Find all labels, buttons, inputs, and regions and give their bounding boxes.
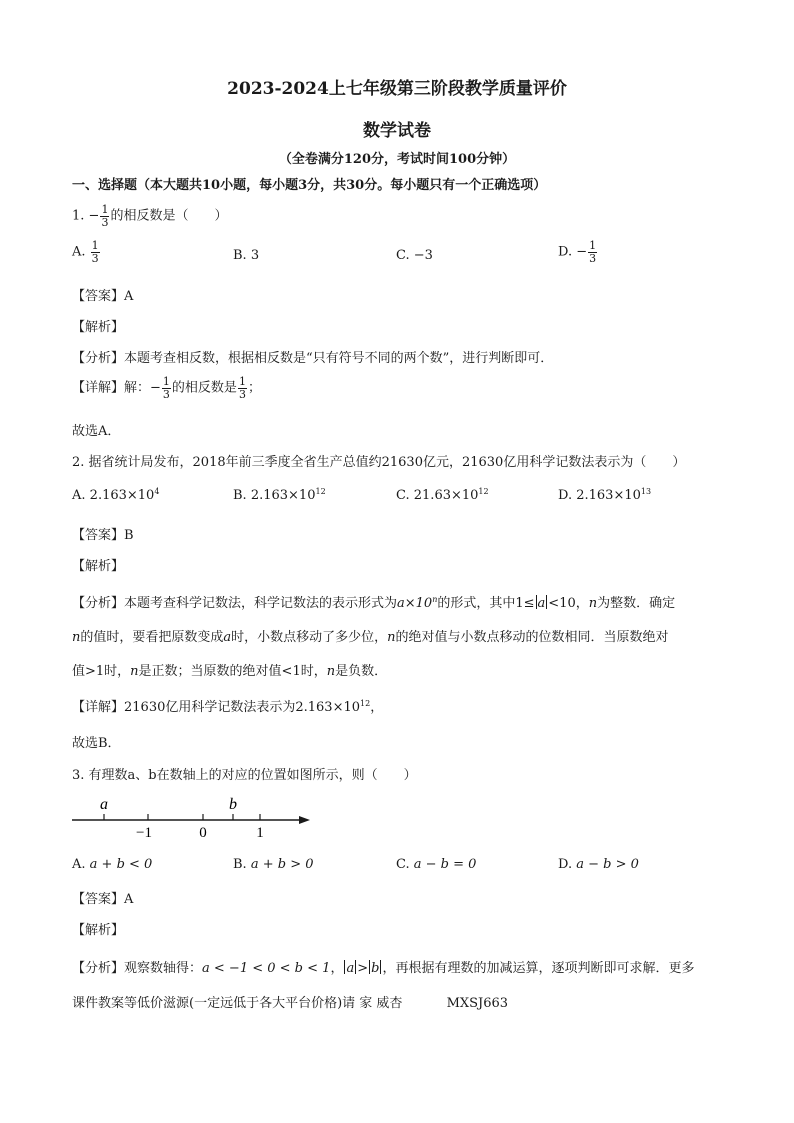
q2-option-d-value: 2.163×10	[576, 488, 641, 503]
q2-stem: 2. 据省统计局发布，2018年前三季度全省生产总值约21630亿元，21630亿用科学记数法表示为（ ）	[72, 455, 686, 470]
exam-title: 2023-2024上七年级第三阶段教学质量评价	[227, 79, 567, 99]
q1-detail-end: ；	[247, 380, 261, 396]
q3-an-ineq: a < −1 < 0 < b < 1	[202, 961, 331, 976]
q3-option-d-label: D.	[558, 857, 573, 872]
q2-option-a-exp: 4	[154, 487, 160, 496]
q2-detail-exp: 12	[360, 699, 371, 708]
q3-an-sep: ，	[330, 961, 344, 976]
q3-option-d	[558, 857, 639, 872]
q3-an-gt: >	[357, 961, 369, 976]
q2-an3-n: n	[130, 664, 139, 679]
q2-analysis-line-1	[72, 592, 675, 611]
q2-option-c	[396, 487, 489, 503]
q2-an1-var: a	[537, 596, 546, 611]
q3-jiexi: 【解析】	[72, 923, 125, 938]
q1-option-a-label: A.	[72, 244, 86, 260]
q2-option-d-exp: 13	[640, 487, 652, 496]
q3-option-c-value: a − b = 0	[413, 857, 477, 872]
q1-option-a-fraction	[91, 240, 100, 264]
abs-bar	[536, 595, 537, 609]
q2-an1-form: a×10	[397, 596, 433, 611]
q3-an-abs-b: b	[371, 961, 380, 976]
q1-option-a-den: 3	[91, 251, 99, 265]
q1-jiexi: 【解析】	[72, 320, 125, 335]
abs-bar	[369, 960, 370, 974]
q1-detail-den: 3	[162, 387, 170, 401]
q1-detail-neg: −	[150, 380, 161, 396]
q3-option-b-label: B.	[233, 857, 247, 872]
q3-option-d-value: a − b > 0	[576, 857, 639, 872]
q1-option-d-num: 1	[589, 239, 597, 252]
q1-detail-fraction	[162, 376, 171, 400]
q2-an2-b: 时，小数点移动了多少位，	[231, 630, 388, 645]
q2-option-b	[233, 487, 326, 503]
q1-detail-fraction-2	[238, 376, 247, 400]
q1-option-d-den: 3	[589, 251, 597, 265]
section-heading: 一、选择题（本大题共10小题，每小题3分，共30分。每小题只有一个正确选项）	[72, 178, 547, 193]
q3-option-b-value: a + b > 0	[250, 857, 314, 872]
q1-fraction	[100, 204, 109, 228]
q2-option-c-label: C.	[396, 488, 410, 503]
q2-option-a	[72, 487, 159, 503]
q3-option-b	[233, 857, 314, 872]
q2-an1-d: 为整数．确定	[597, 596, 676, 611]
q2-option-a-value: 2.163×10	[89, 488, 155, 503]
q1-option-b: B. 3	[233, 248, 260, 263]
q1-detail-num-2: 1	[238, 375, 246, 388]
q1-option-d	[558, 240, 598, 264]
q1-frac-num: 1	[101, 203, 109, 216]
q1-option-c-value: −3	[413, 248, 433, 263]
q1-option-a	[72, 240, 101, 264]
q2-detail-a: 【详解】21630亿用科学记数法表示为2.163×10	[72, 700, 361, 715]
q1-option-c	[396, 248, 433, 263]
q3-an-abs-a: a	[346, 961, 355, 976]
q1-option-c-label: C.	[396, 248, 410, 263]
q2-option-b-exp: 12	[315, 487, 326, 496]
q2-an1-n: n	[588, 596, 598, 611]
q3-an-b: ，再根据有理数的加减运算，逐项判断即可求解．更多	[382, 961, 695, 976]
q2-detail-end: ，	[370, 700, 384, 715]
label-b: b	[229, 796, 237, 813]
q2-choose: 故选B．	[72, 736, 121, 751]
q1-option-d-label: D.	[558, 244, 573, 260]
q1-stem-tail: 的相反数是（ ）	[110, 208, 228, 224]
q2-an1-a: 【分析】本题考查科学记数法，科学记数法的表示形式为	[72, 596, 398, 611]
q2-an2-a: 的值时，要看把原数变成	[80, 630, 224, 645]
q1-neg: −	[88, 208, 100, 224]
q2-option-b-value: 2.163×10	[250, 488, 316, 503]
q2-option-d-label: D.	[558, 488, 573, 503]
q1-stem	[72, 204, 227, 228]
q2-an2-n: n	[72, 630, 81, 645]
q3-analysis	[72, 957, 694, 976]
label-one: 1	[256, 825, 264, 840]
q2-an2-c: 的绝对值与小数点移动的位数相同．当原数绝对	[395, 630, 669, 645]
q3-an-a: 【分析】观察数轴得：	[72, 961, 203, 976]
q2-option-a-label: A.	[72, 488, 86, 503]
q1-detail-den-2: 3	[238, 387, 246, 401]
q2-analysis-line-3	[72, 660, 387, 679]
q2-an1-exp: n	[432, 595, 438, 604]
exam-subject: 数学试卷	[363, 121, 431, 141]
q2-answer: 【答案】B	[72, 528, 134, 543]
number-line-figure	[70, 792, 320, 840]
exam-note: （全卷满分120分，考试时间100分钟）	[278, 152, 516, 167]
q2-an2-n2: n	[387, 630, 396, 645]
q2-option-c-value: 21.63×10	[413, 488, 479, 503]
q2-an1-c: <10，	[548, 596, 589, 611]
label-zero: 0	[199, 825, 207, 840]
q1-option-a-num: 1	[91, 239, 99, 252]
q3-option-c-label: C.	[396, 857, 410, 872]
q2-an1-b: 的形式，其中1≤	[437, 596, 535, 611]
footer-promo	[72, 992, 508, 1011]
q1-answer: 【答案】A	[72, 289, 134, 304]
q3-option-a-label: A.	[72, 857, 86, 872]
q1-option-d-fraction	[588, 240, 597, 264]
q2-option-c-exp: 12	[478, 487, 489, 496]
q1-detail	[72, 376, 261, 400]
q2-option-d	[558, 487, 651, 503]
q1-detail-mid: 的相反数是	[171, 380, 237, 396]
label-minus-one: −1	[136, 825, 152, 840]
q2-detail	[72, 696, 383, 715]
q2-an3-n2: n	[326, 664, 336, 679]
q1-option-d-neg: −	[576, 244, 588, 260]
q1-choose: 故选A．	[72, 424, 121, 439]
q3-stem: 3. 有理数a、b在数轴上的对应的位置如图所示，则（ ）	[72, 768, 417, 783]
number-line-arrow-icon	[299, 816, 310, 824]
label-a: a	[100, 796, 108, 813]
q2-an3-a: 值>1时，	[72, 664, 131, 679]
q3-option-c	[396, 857, 476, 872]
q3-option-a	[72, 857, 152, 872]
q1-detail-num: 1	[162, 375, 170, 388]
q1-frac-den: 3	[101, 215, 109, 229]
q3-answer: 【答案】A	[72, 892, 134, 907]
footer-code: MXSJ663	[446, 996, 509, 1011]
q2-option-b-label: B.	[233, 488, 247, 503]
footer-text: 课件教案等低价滋源(一定远低于各大平台价格)请 家 威杏	[72, 996, 403, 1011]
q2-an3-c: 是负数．	[335, 664, 388, 679]
q2-an2-var: a	[223, 630, 232, 645]
q1-analysis: 【分析】本题考查相反数，根据相反数是“只有符号不同的两个数”，进行判断即可．	[72, 351, 554, 366]
q2-analysis-line-2	[72, 626, 669, 645]
q2-an3-b: 是正数；当原数的绝对值<1时，	[138, 664, 327, 679]
q3-option-a-value: a + b < 0	[89, 857, 153, 872]
q1-detail-prefix: 【详解】解：	[72, 380, 151, 396]
q1-number: 1.	[72, 208, 85, 224]
q2-jiexi: 【解析】	[72, 559, 125, 574]
